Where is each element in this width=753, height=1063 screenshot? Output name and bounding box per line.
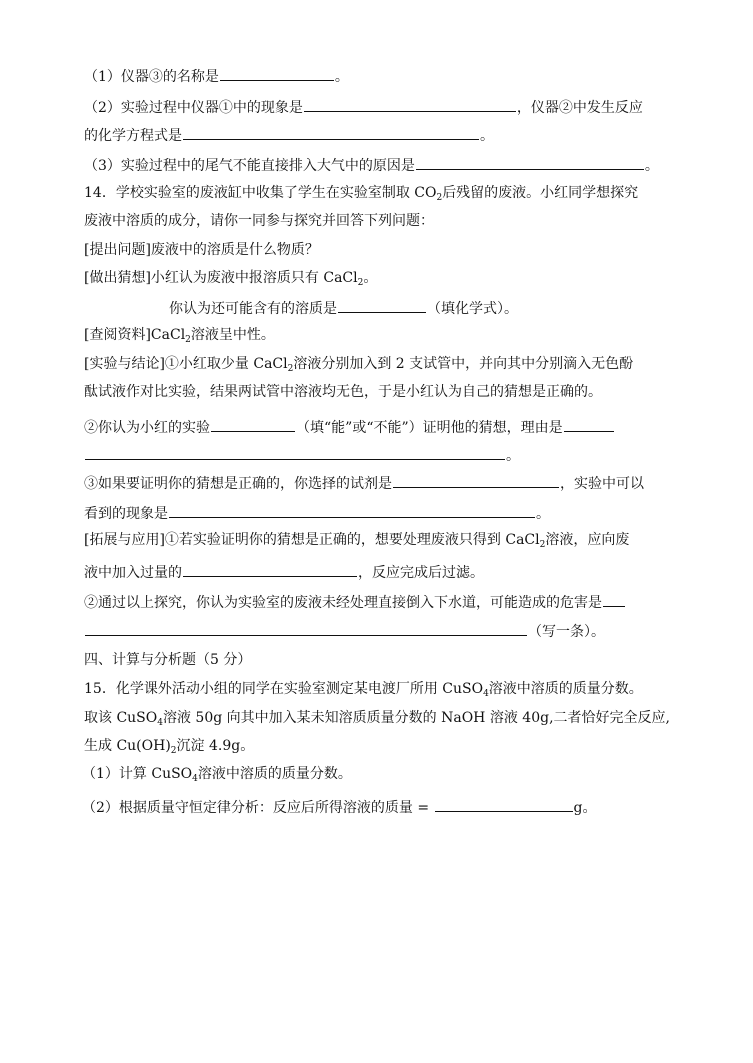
answer-blank[interactable] xyxy=(304,96,516,112)
answer-blank[interactable] xyxy=(393,472,559,488)
q14-guess-own: 你认为还可能含有的溶质是 （填化学式）。 xyxy=(169,297,518,317)
q14-verify-phenomenon: 看到的现象是 。 xyxy=(84,502,550,522)
q14-intro-cont: 废液中溶质的成分，请你一同参与探究并回答下列问题： xyxy=(84,213,434,229)
q15-part1: （1）计算 CuSO$_4$溶液中溶质的质量分数。 xyxy=(82,766,352,784)
q14-extension-reagent: 液中加入过量的 ，反应完成后过滤。 xyxy=(84,561,484,581)
q14-experiment: [实验与结论]①小红取少量 CaCl$_2$溶液分别加入到 2 支试管中，并向其中分别滴入无色酚 xyxy=(84,356,634,374)
q13-part1: （1）仪器③的名称是 。 xyxy=(84,65,349,85)
answer-blank[interactable] xyxy=(338,297,426,313)
q14-intro: 14．学校实验室的废液缸中收集了学生在实验室制取 $CO_2$后残留的废液。小红同学想探究 xyxy=(84,185,639,203)
q14-extension-harm-cont: （写一条）。 xyxy=(84,620,605,640)
answer-blank[interactable] xyxy=(416,154,644,170)
answer-blank[interactable] xyxy=(85,620,527,636)
q13-part2: （2）实验过程中仪器①中的现象是 ，仪器②中发生反应 xyxy=(84,96,643,116)
answer-blank[interactable] xyxy=(435,796,573,812)
q14-verify: ③如果要证明你的猜想是正确的，你选择的试剂是 ，实验中可以 xyxy=(84,472,644,492)
q14-info: [查阅资料]CaCl$_2$溶液呈中性。 xyxy=(84,327,275,345)
answer-blank[interactable] xyxy=(183,124,479,140)
q14-extension: [拓展与应用]①若实验证明你的猜想是正确的，想要处理废液只得到 CaCl$_2$溶液，应向废 xyxy=(84,532,630,550)
answer-blank[interactable] xyxy=(564,416,614,432)
answer-blank[interactable] xyxy=(220,65,334,81)
q14-experiment-cont: 酞试液作对比实验，结果两试管中溶液均无色，于是小红认为自己的猜想是正确的。 xyxy=(84,384,602,400)
q15-part2: （2）根据质量守恒定律分析：反应后所得溶液的质量 = g。 xyxy=(82,796,597,816)
answer-blank[interactable] xyxy=(603,591,625,607)
answer-blank[interactable] xyxy=(183,561,357,577)
q15-stem: 15．化学课外活动小组的同学在实验室测定某电渡厂所用 CuSO$_4$溶液中溶质的质量分数。 xyxy=(84,681,643,699)
answer-blank[interactable] xyxy=(85,444,505,460)
answer-blank[interactable] xyxy=(211,416,295,432)
q15-stem-cont: 取该 CuSO$_4$溶液 50g 向其中加入某未知溶质质量分数的 NaOH 溶液 40g,二者恰好完全反应, xyxy=(84,710,670,728)
q15-stem-result: 生成 $Cu(OH)_2$沉淀 4.9g。 xyxy=(84,738,255,756)
section-heading: 四、计算与分析题（5 分） xyxy=(84,652,252,668)
q13-part3: （3）实验过程中的尾气不能直接排入大气中的原因是 。 xyxy=(84,154,659,174)
q14-experiment-judge: ②你认为小红的实验 （填“能”或“不能”）证明他的猜想，理由是 xyxy=(84,416,615,436)
answer-blank[interactable] xyxy=(169,502,535,518)
q14-experiment-reason: 。 xyxy=(84,444,520,464)
q13-part2-cont: 的化学方程式是 。 xyxy=(84,124,494,144)
q14-guess: [做出猜想]小红认为废液中报溶质只有 CaCl$_2$。 xyxy=(84,270,378,288)
q14-question: [提出问题]废液中的溶质是什么物质？ xyxy=(84,242,319,258)
q14-extension-harm: ②通过以上探究，你认为实验室的废液未经处理直接倒入下水道，可能造成的危害是 xyxy=(84,591,626,611)
